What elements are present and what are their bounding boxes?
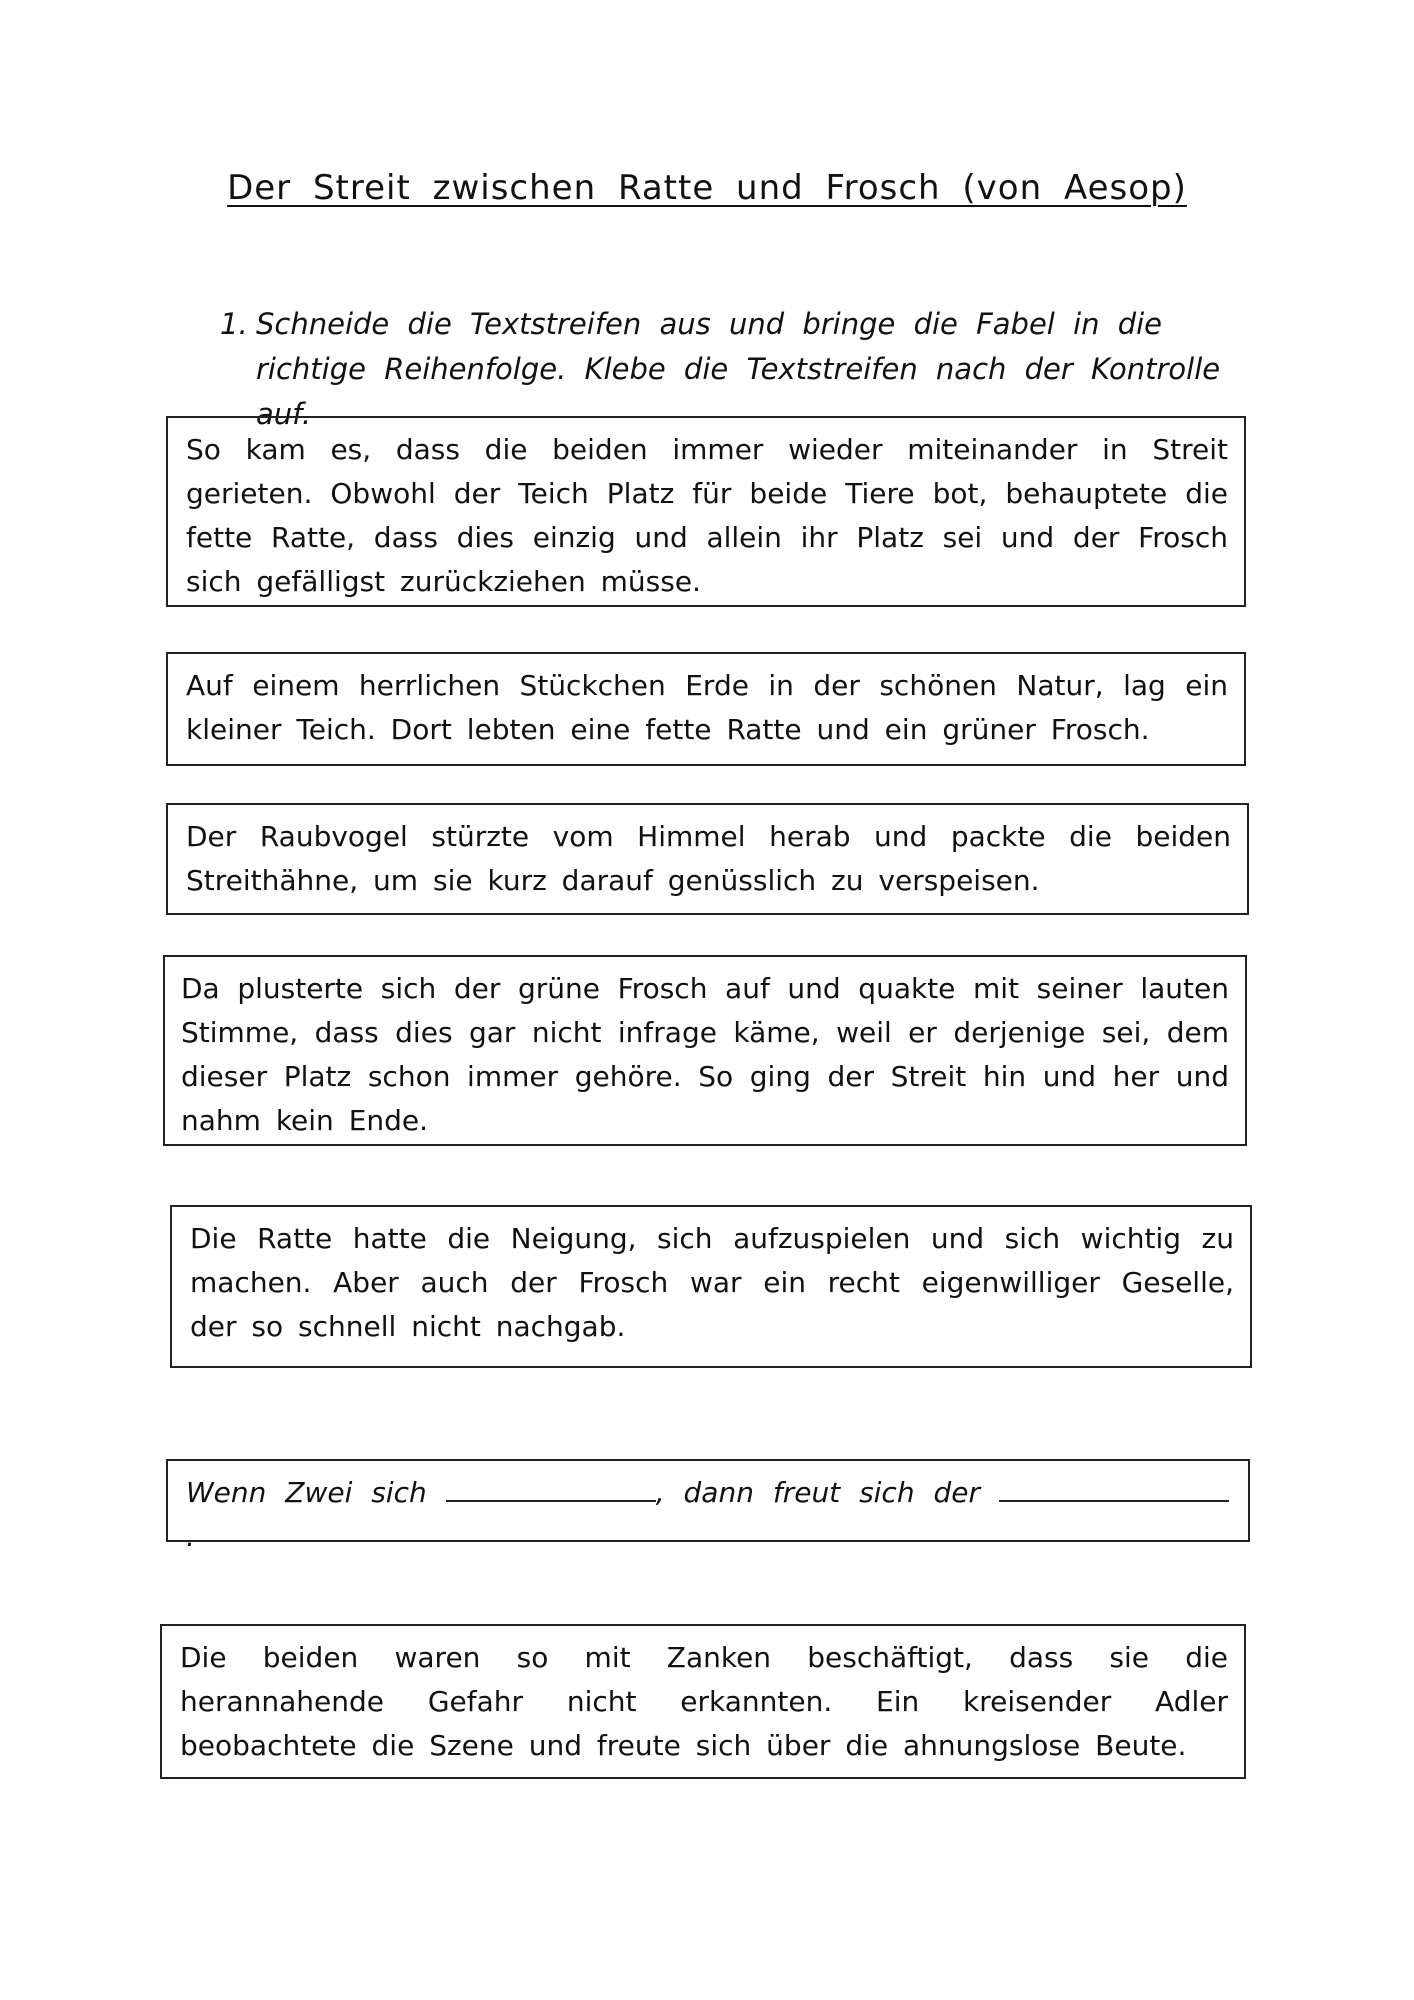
task-number: 1. — [220, 307, 248, 341]
text-strip-3-text: Der Raubvogel stürzte vom Himmel herab und packte die beiden Streithähne, um sie kurz darauf genüsslich zu verspeisen. — [186, 820, 1231, 897]
text-strip-3 — [166, 803, 1249, 915]
proverb-strip — [166, 1459, 1250, 1553]
text-strip-2-text: Auf einem herrlichen Stückchen Erde in der schönen Natur, lag ein kleiner Teich. Dort lebten eine fette Ratte und ein grüner Frosch. — [186, 669, 1228, 746]
text-strip-1-text: So kam es, dass die beiden immer wieder miteinander in Streit gerieten. Obwohl der Teich Platz für beide Tiere bot, behauptete die fette Ratte, dass dies einzig und allein ihr Platz sei und der Frosch sich gefälligst zurückziehen müsse. — [186, 433, 1228, 598]
proverb-text — [186, 1471, 1232, 1559]
text-strip-4 — [163, 955, 1247, 1146]
proverb-part-2: , dann freut sich der — [655, 1476, 980, 1509]
text-strip-5-text: Die Ratte hatte die Neigung, sich aufzuspielen und sich wichtig zu machen. Aber auch der Frosch war ein recht eigenwilliger Geselle, der so schnell nicht nachgab. — [190, 1222, 1234, 1343]
text-strip-1 — [166, 416, 1246, 607]
text-strip-6-text: Die beiden waren so mit Zanken beschäftigt, dass sie die herannahende Gefahr nicht erkannten. Ein kreisender Adler beobachtete die Szene und freute sich über die ahnungslose Beute. — [180, 1641, 1228, 1762]
proverb-part-1: Wenn Zwei sich — [186, 1476, 427, 1509]
text-strip-4-text: Da plusterte sich der grüne Frosch auf und quakte mit seiner lauten Stimme, dass dies gar nicht infrage käme, weil er derjenige sei, dem dieser Platz schon immer gehöre. So ging der Streit hin und her und nahm kein Ende. — [181, 972, 1229, 1137]
task-text: Schneide die Textstreifen aus und bringe die Fabel in die richtige Reihenfolge. Klebe die Textstreifen nach der Kontrolle auf. — [256, 307, 1221, 431]
worksheet-title — [0, 168, 1414, 208]
proverb-blank-2[interactable] — [999, 1474, 1229, 1502]
text-strip-6 — [160, 1624, 1246, 1779]
proverb-part-3: . — [186, 1520, 195, 1553]
proverb-blank-1[interactable] — [446, 1474, 656, 1502]
worksheet-title-text: Der Streit zwischen Ratte und Frosch (von Aesop) — [227, 168, 1187, 208]
text-strip-2 — [166, 652, 1246, 766]
text-strip-5 — [170, 1205, 1252, 1368]
